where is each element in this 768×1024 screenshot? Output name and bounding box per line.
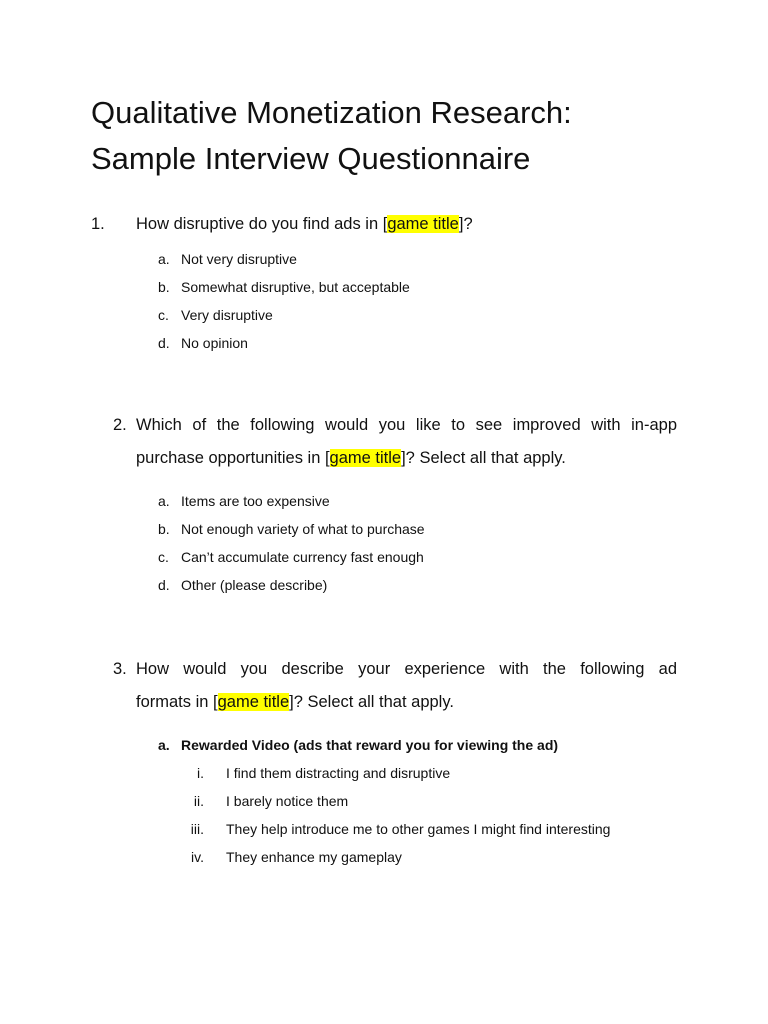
q2-option-text: Other (please describe)	[181, 577, 328, 593]
q2-option-letter: d.	[158, 577, 170, 593]
question-1-highlight: game title	[387, 215, 459, 233]
page-title-line-2: Sample Interview Questionnaire	[91, 141, 531, 176]
q3-item-numeral: i.	[197, 765, 204, 781]
question-3-number: 3.	[113, 660, 127, 678]
question-2-prefix: purchase opportunities in [	[136, 449, 330, 467]
question-3-line-1: How would you describe your experience with the following ad	[136, 660, 677, 678]
q2-option-letter: c.	[158, 549, 169, 565]
question-2-suffix: ]? Select all that apply.	[401, 449, 566, 467]
q1-option-text: Not very disruptive	[181, 251, 297, 267]
q3-item-text: I find them distracting and disruptive	[226, 765, 451, 781]
q3-item-numeral: iii.	[190, 821, 204, 837]
q3-item-numeral: ii.	[193, 793, 204, 809]
q3-item-text: They enhance my gameplay	[226, 849, 402, 865]
q3-subheading-letter: a.	[158, 737, 170, 753]
question-2-line-1: Which of the following would you like to see improved with in-app	[136, 416, 677, 434]
q3-item-numeral: iv.	[191, 849, 204, 865]
q1-option-letter: a.	[158, 251, 170, 267]
q1-option-text: No opinion	[181, 335, 248, 351]
question-3-suffix: ]? Select all that apply.	[289, 693, 454, 711]
q2-option-letter: a.	[158, 493, 170, 509]
q1-option-letter: d.	[158, 335, 170, 351]
q1-option-text: Very disruptive	[181, 307, 273, 323]
question-3-highlight: game title	[217, 693, 290, 711]
q1-option-letter: c.	[158, 307, 169, 323]
question-3-prefix: formats in [	[136, 693, 218, 711]
q2-option-letter: b.	[158, 521, 170, 537]
question-1-prefix: How disruptive do you find ads in [	[136, 215, 388, 233]
q2-option-text: Items are too expensive	[181, 493, 330, 509]
q2-option-text: Not enough variety of what to purchase	[181, 521, 425, 537]
q3-item-text: They help introduce me to other games I might find interesting	[226, 821, 611, 837]
q3-subheading-text: Rewarded Video (ads that reward you for viewing the ad)	[181, 737, 559, 753]
question-2-line-2	[136, 448, 566, 468]
question-1-number: 1.	[91, 215, 105, 233]
q2-option-text: Can’t accumulate currency fast enough	[181, 549, 424, 565]
question-2-highlight: game title	[329, 449, 402, 467]
page-title-line-1: Qualitative Monetization Research:	[91, 95, 572, 130]
question-3-line-2	[136, 692, 454, 712]
q1-option-text: Somewhat disruptive, but acceptable	[181, 279, 410, 295]
q1-option-letter: b.	[158, 279, 170, 295]
question-2-number: 2.	[113, 416, 127, 434]
question-1-suffix: ]?	[458, 215, 473, 233]
question-1-text	[136, 214, 473, 234]
q3-item-text: I barely notice them	[226, 793, 349, 809]
